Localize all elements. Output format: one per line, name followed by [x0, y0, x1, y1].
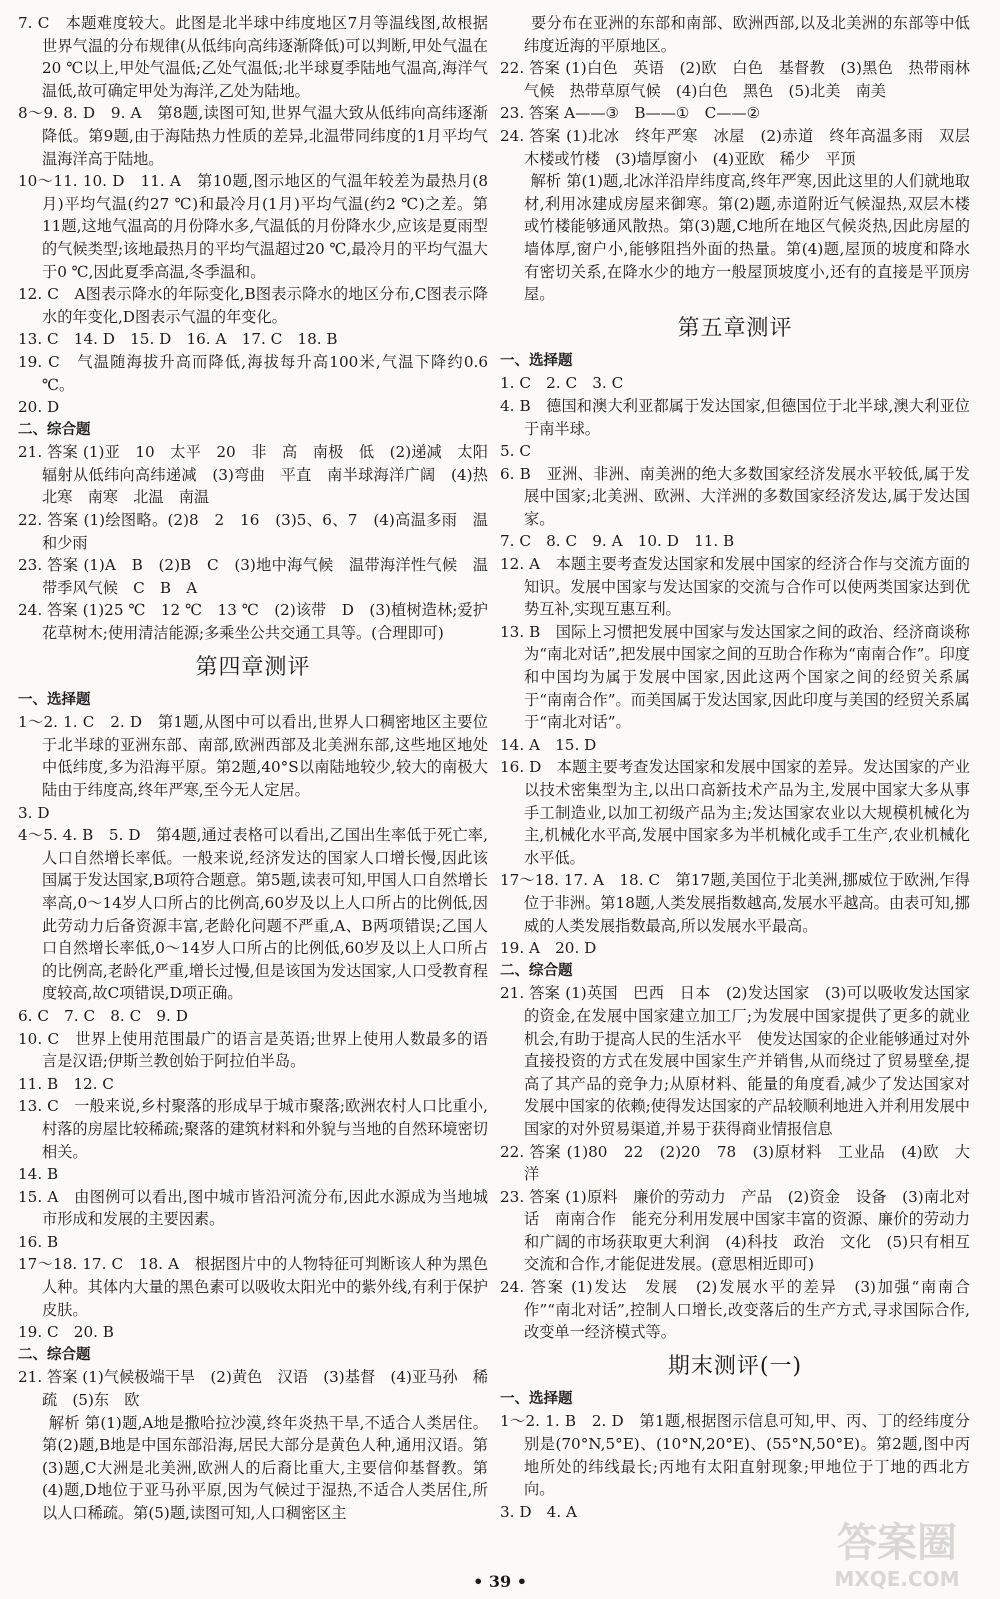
answer-paragraph: 3. D [18, 803, 50, 822]
left-column [18, 12, 504, 1525]
answer-paragraph: 6. C 7. C 8. C 9. D [18, 1006, 188, 1025]
chapter-title: 期末测评(一) [667, 1353, 803, 1379]
chapter-title: 第五章测评 [677, 315, 793, 341]
answer-paragraph: 1～2. 1. C 2. D 第1题,从图中可以看出,世界人口稠密地区主要位于北半球的亚洲东部、南部,欧洲西部及北美洲东部,这些地区地处中低纬度,多为沿海平原。第2题,40°S以南陆地较少,较大的南极大陆由于纬度高,终年严寒,至今无人定居。 [18, 713, 488, 799]
answer-paragraph: 10～11. 10. D 11. A 第10题,图示地区的气温年较差为最热月(8月)平均气温(约27 ℃)和最冷月(1月)平均气温(约2 ℃)之差。第11题,这地气温高的月份降水多,气温低的月份降水少,应该是夏雨型的气候类型;该地最热月的平均气温超过20 ℃,最冷月的平均气温大于0 ℃,因此夏季高温,冬季温和。 [18, 172, 488, 281]
section-heading: 二、综合题 [18, 421, 91, 438]
watermark-logo [805, 1508, 990, 1592]
answer-paragraph: 1. C 2. C 3. C [500, 374, 624, 393]
answer-paragraph: 21. 答案 (1)英国 巴西 日本 (2)发达国家 (3)可以吸收发达国家的资金,在发展中国家建立加工厂;为发展中国家提供了更多的就业机会,有助于提高人民的生活水平 使发达国家的企业能够通过对外直接投资的方式在发展中国家生产并销售,从而绕过了贸易壁垒,提高了其产品的竞争力;从原材料、能量的角度看,减少了发达国家对发展中国家的依赖;使得发达国家的产品较顺利地进入并利用发展中国家的对外贸易渠道,并易于获得商业情报信息 [500, 984, 970, 1138]
answer-paragraph: 19. C 20. B [18, 1323, 114, 1342]
answer-paragraph: 15. A 由图例可以看出,图中城市皆沿河流分布,因此水源成为当地城市形成和发展的主要因素。 [18, 1187, 488, 1229]
answer-paragraph: 17～18. 17. C 18. A 根据图片中的人物特征可判断该人种为黑色人种。其体内大量的黑色素可以吸收太阳光中的紫外线,有利于保护皮肤。 [18, 1255, 488, 1319]
answer-paragraph: 22. 答案 (1)绘图略。(2)8 2 16 (3)5、6、7 (4)高温多雨 温和少雨 [18, 511, 488, 552]
answer-paragraph: 22. 答案 (1)白色 英语 (2)欧 白色 基督教 (3)黑色 热带雨林气候 热带草原气候 (4)白色 黑色 (5)北美 南美 [500, 59, 970, 100]
answer-paragraph: 1～2. 1. B 2. D 第1题,根据图示信息可知,甲、丙、丁的经纬度分别是(70°N,5°E)、(10°N,20°E)、(55°N,50°E)。第2题,图中丙地所处的纬线最长;丙地有太阳直射现象;甲地位于丁地的西北方向。 [500, 1412, 970, 1499]
answer-paragraph: 24. 答案 (1)发达 发展 (2)发展水平的差异 (3)加强“南南合作”“南北对话”,控制人口增长,改变落后的生产方式,寻求国际合作,改变单一经济模式等。 [500, 1278, 970, 1342]
answer-paragraph: 7. C 本题难度较大。此图是北半球中纬度地区7月等温线图,故根据世界气温的分布规律(从低纬向高纬逐渐降低)可以判断,甲处气温在20 ℃以上,甲处气温低;乙处气温低;北半球夏季陆地气温高,海洋气温低,故可确定甲处为海洋,乙处为陆地。 [18, 14, 488, 100]
answer-paragraph: 21. 答案 (1)气候极端干旱 (2)黄色 汉语 (3)基督 (4)亚马孙 稀疏 (5)东 欧 [18, 1368, 488, 1410]
answer-paragraph: 14. A 15. D [500, 735, 597, 754]
section-heading: 一、选择题 [500, 352, 573, 369]
answer-paragraph: 5. C [500, 442, 531, 461]
answer-paragraph: 13. C 一般来说,乡村聚落的形成早于城市聚落;欧洲农村人口比重小,村落的房屋比较稀疏;聚落的建筑材料和外貌与当地的自然环境密切相关。 [18, 1097, 488, 1161]
answer-paragraph: 13. B 国际上习惯把发展中国家与发达国家之间的政治、经济商谈称为“南北对话”,把发展中国家之间的互助合作称为“南南合作”。印度和中国均为属于发展中国家,因此这两个国家之间的经贸关系属于“南南合作”。而美国属于发达国家,因此印度与美国的经贸关系属于“南北对话”。 [500, 622, 970, 732]
answer-paragraph: 24. 答案 (1)25 ℃ 12 ℃ 13 ℃ (2)该带 D (3)植树造林;爱护花草树木;使用清洁能源;多乘坐公共交通工具等。(合理即可) [18, 601, 488, 643]
answer-paragraph: 21. 答案 (1)亚 10 太平 20 非 高 南极 低 (2)递减 太阳辐射从低纬向高纬递减 (3)弯曲 平直 南半球海洋广阔 (4)热 北寒 南寒 北温 南温 [18, 443, 504, 507]
section-heading: 二、综合题 [18, 1346, 91, 1363]
answer-paragraph: 17～18. 17. A 18. C 第17题,美国位于北美洲,挪威位于欧洲,乍得位于非洲。第18题,人类发展指数越高,发展水平越高。由表可知,挪威的人类发展指数最高,所以发展水平最高。 [500, 871, 970, 935]
answer-paragraph: 16. B [18, 1232, 59, 1251]
answer-paragraph: 3. D 4. A [500, 1502, 577, 1521]
answer-paragraph: 14. B [18, 1165, 59, 1184]
answer-paragraph: 20. D [18, 398, 60, 417]
answer-paragraph: 4～5. 4. B 5. D 第4题,通过表格可以看出,乙国出生率低于死亡率,人口自然增长率低。一般来说,经济发达的国家人口增长慢,因此该国属于发达国家,B项符合题意。第5题,读表可知,甲国人口自然增长率高,0～14岁人口所占的比例高,60岁及以上人口所占的比例低,因此劳动力后备资源丰富,老龄化问题不严重,A、B两项错误;乙国人口自然增长率低,0～14岁人口所占的比例低,60岁及以上人口所占的比例高,老龄化严重,增长过慢,但是该国为发达国家,人口受教育程度较高,故C项错误,D项正确。 [18, 826, 488, 1003]
answer-paragraph: 19. C 气温随海拔升高而降低,海拔每升高100米,气温下降约0.6 ℃。 [18, 352, 493, 394]
page-number: • 39 • [473, 1572, 527, 1591]
answer-paragraph: 13. C 14. D 15. D 16. A 17. C 18. B [18, 330, 338, 349]
answer-paragraph: 24. 答案 (1)北冰 终年严寒 冰屋 (2)赤道 终年高温多雨 双层木楼或竹楼 (3)墙厚窗小 (4)亚欧 稀少 平顶 [500, 126, 970, 168]
answer-paragraph: 11. B 12. C [18, 1074, 114, 1093]
answer-paragraph: 要分布在亚洲的东部和南部、欧洲西部,以及北美洲的东部等中低纬度近海的平原地区。 [500, 14, 970, 55]
section-heading: 一、选择题 [500, 1390, 573, 1407]
answer-paragraph: 解析 第(1)题,A地是撒哈拉沙漠,终年炎热干旱,不适合人类居住。第(2)题,B地是中国东部沿海,居民大部分是黄色人种,通用汉语。第(3)题,C大洲是北美洲,欧洲人的后裔比重大,主要信仰基督教。第(4)题,D地位于亚马孙平原,因为气候过于湿热,不适合人类居住,所以人口稀疏。第(5)题,读图可知,人口稠密区主 [18, 1413, 488, 1522]
answer-paragraph: 解析 第(1)题,北冰洋沿岸纬度高,终年严寒,因此这里的人们就地取材,利用冰建成房屋来御寒。第(2)题,赤道附近气候湿热,双层木楼或竹楼能够通风散热。第(3)题,C地所在地区气候炎热,因此房屋的墙体厚,窗户小,能够阻挡外面的热量。第(4)题,屋顶的坡度和降水有密切关系,在降水少的地方一般屋顶坡度小,还有的直接是平顶房屋。 [500, 172, 970, 304]
answer-paragraph: 16. D 本题主要考查发达国家和发展中国家的差异。发达国家的产业以技术密集型为主,以出口高新技术产品为主,发展中国家大多从事手工制造业,以加工初级产品为主;发达国家农业以大规模机械化为主,机械化水平高,发展中国家多为半机械化或手工生产,农业机械化水平低。 [500, 758, 970, 867]
watermark-line1: 答案圈 [837, 1520, 957, 1566]
watermark-line2: MXQE.COM [834, 1567, 960, 1591]
chapter-title: 第四章测评 [195, 654, 311, 680]
answer-paragraph: 19. A 20. D [500, 939, 597, 958]
answer-paragraph: 12. C A图表示降水的年际变化,B图表示降水的地区分布,C图表示降水的年变化,D图表示气温的年变化。 [18, 285, 488, 326]
right-column [500, 12, 970, 1523]
answer-paragraph: 12. A 本题主要考查发达国家和发展中国家的经济合作与交流方面的知识。发展中国家与发达国家的交流与合作可以使两类国家达到优势互补,实现互惠互利。 [500, 555, 970, 619]
answer-paragraph: 8～9. 8. D 9. A 第8题,读图可知,世界气温大致从低纬向高纬逐渐降低。第9题,由于海陆热力性质的差异,北温带同纬度的1月平均气温海洋高于陆地。 [18, 104, 488, 168]
answer-paragraph: 10. C 世界上使用范围最广的语言是英语;世界上使用人数最多的语言是汉语;伊斯兰教创始于阿拉伯半岛。 [18, 1029, 488, 1071]
section-heading: 二、综合题 [500, 962, 573, 979]
answer-paragraph: 4. B 德国和澳大利亚都属于发达国家,但德国位于北半球,澳大利亚位于南半球。 [500, 396, 970, 438]
answer-paragraph: 22. 答案 (1)80 22 (2)20 78 (3)原材料 工业品 (4)欧 大洋 [500, 1142, 970, 1184]
section-heading: 一、选择题 [18, 691, 91, 708]
answer-paragraph: 23. 答案 (1)原料 廉价的劳动力 产品 (2)资金 设备 (3)南北对话 南南合作 能充分利用发展中国家丰富的资源、廉价的劳动力和广阔的市场获取更大利润 (4)科技 政治 文化 (5)只有相互交流和合作,才能促进发展。(意思相近即可) [500, 1187, 970, 1274]
answer-paragraph: 7. C 8. C 9. A 10. D 11. B [500, 532, 735, 551]
answer-paragraph: 23. 答案 A——③ B——① C——② [500, 104, 761, 123]
answer-paragraph: 23. 答案 (1)A B (2)B C (3)地中海气候 温带海洋性气候 温带季风气候 C B A [18, 556, 488, 597]
answer-paragraph: 6. B 亚洲、非洲、南美洲的绝大多数国家经济发展水平较低,属于发展中国家;北美洲、欧洲、大洋洲的多数国家经济发达,属于发达国家。 [500, 464, 970, 528]
